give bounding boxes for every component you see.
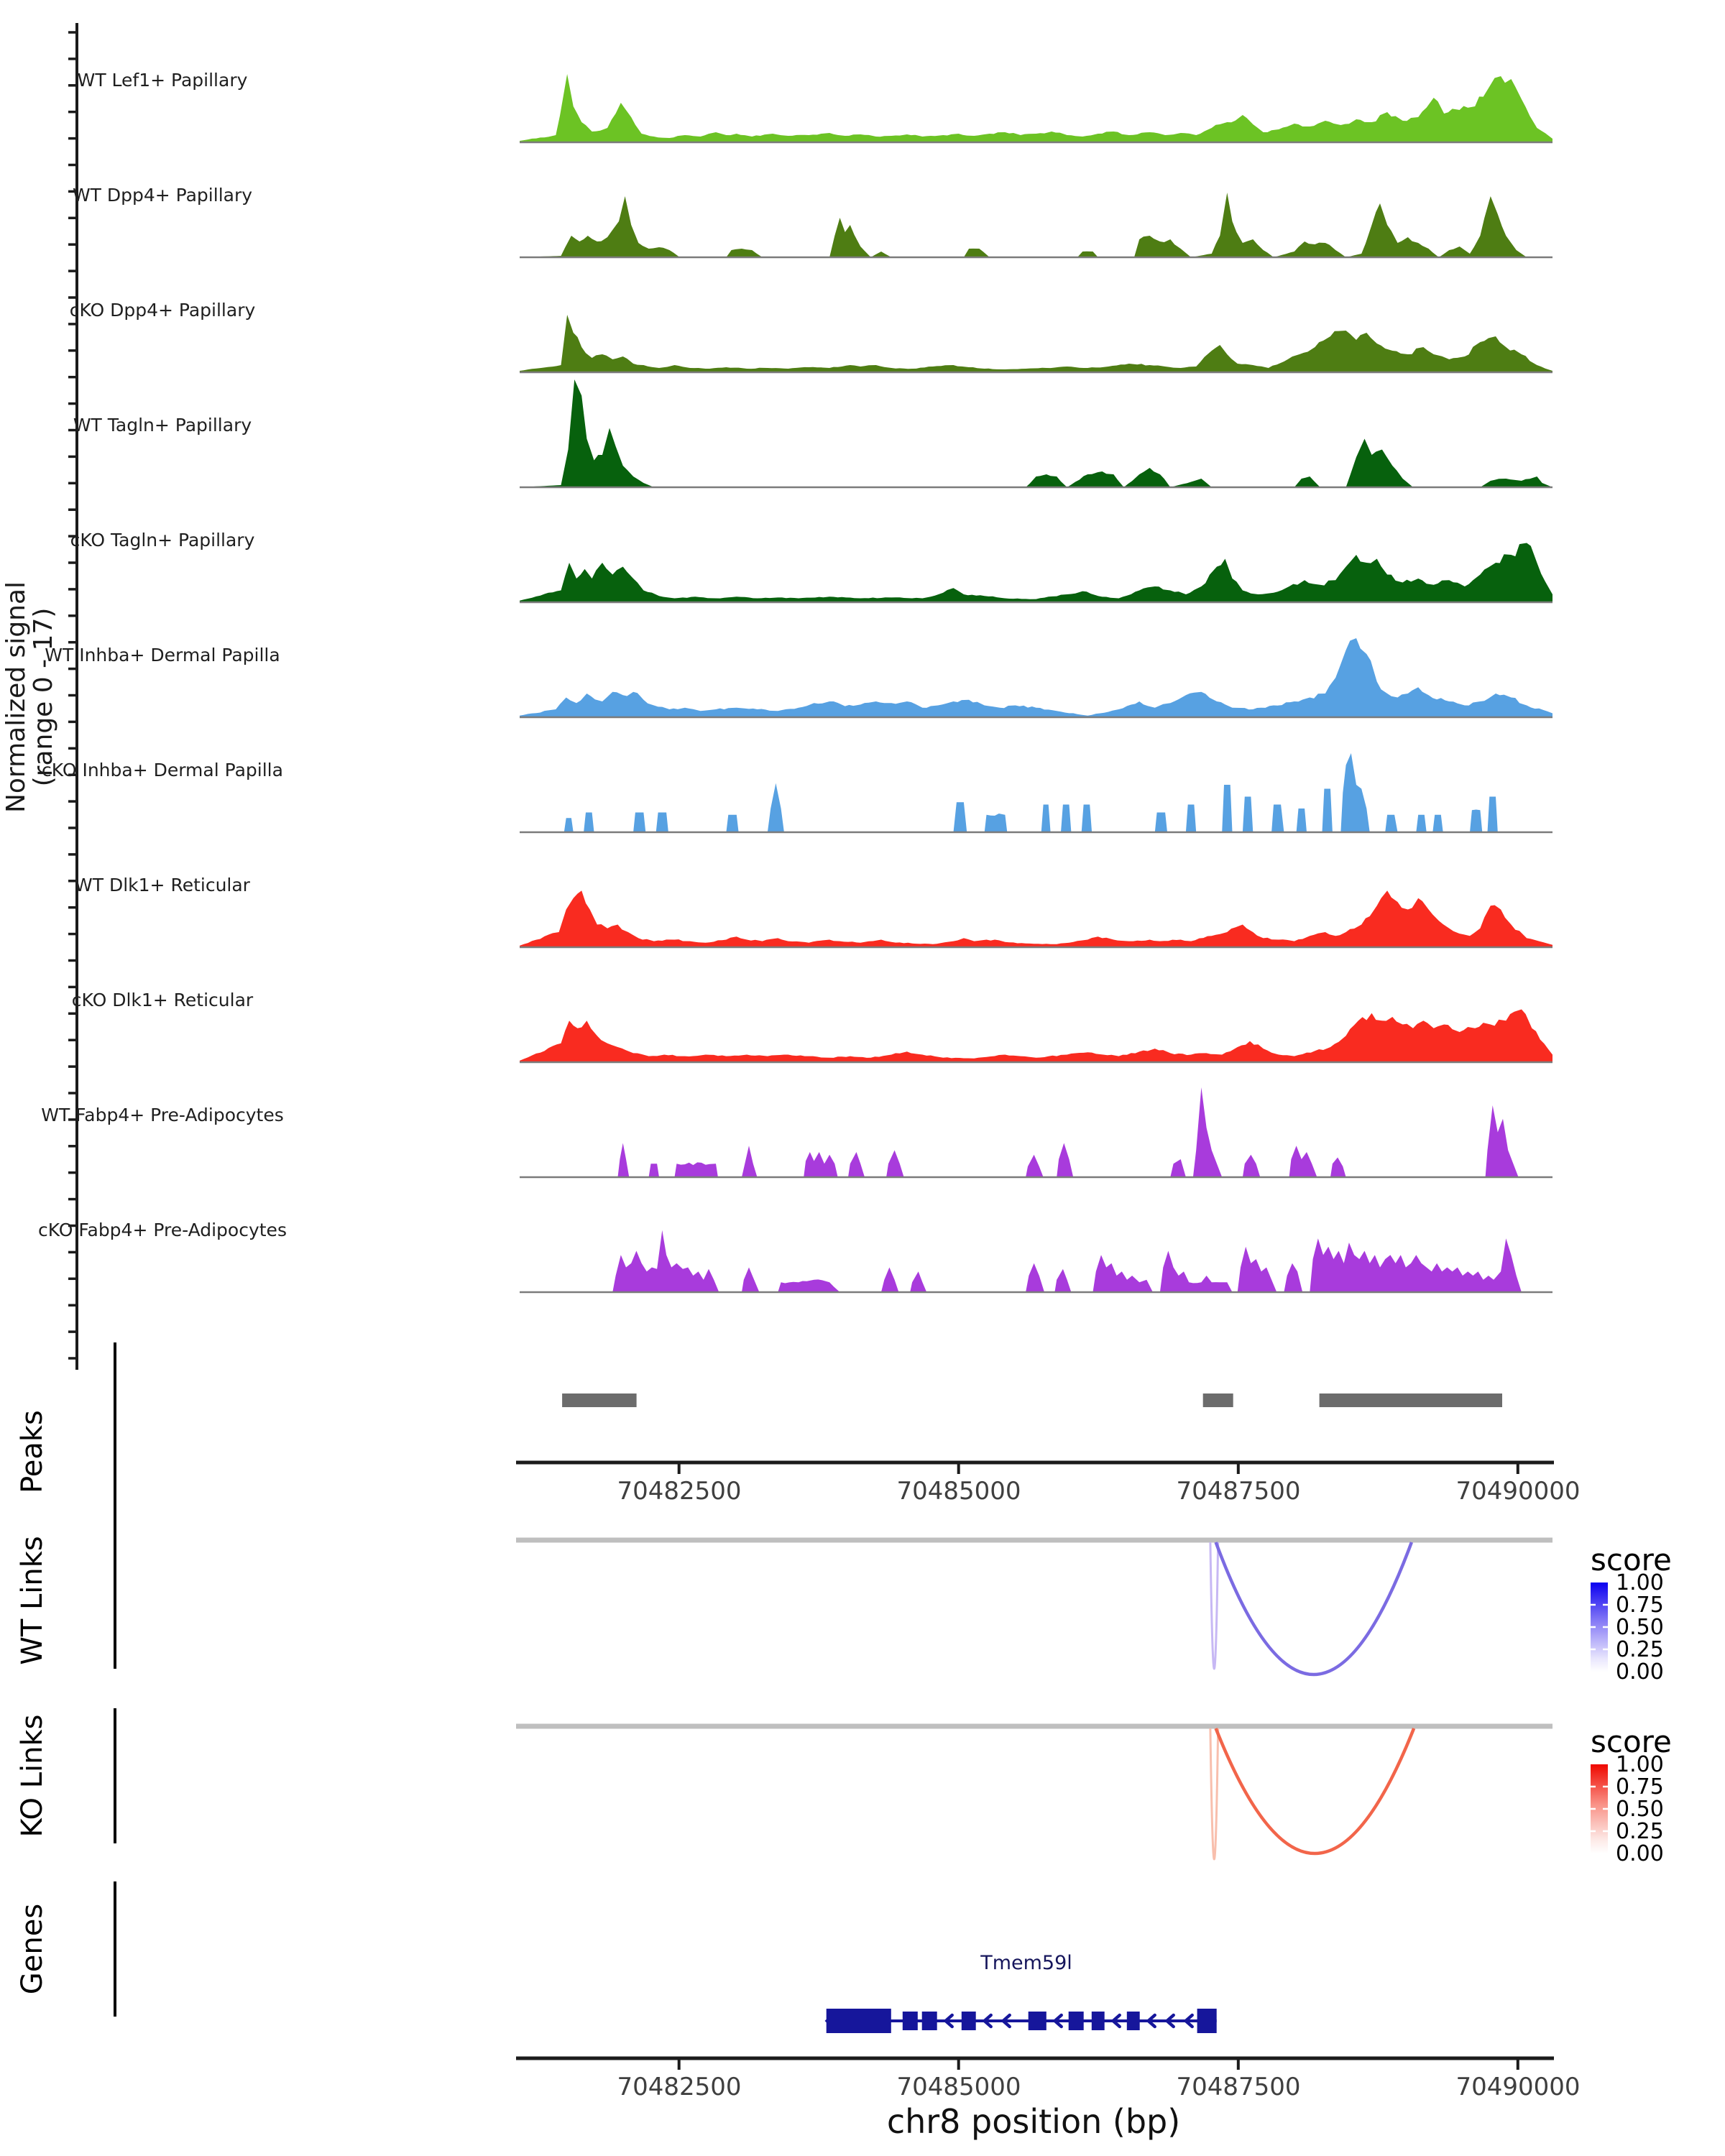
signal-track [72, 990, 1552, 1062]
link-arc [1216, 1728, 1414, 1853]
peak-bars [562, 1393, 1502, 1407]
ko-legend-label: 0.50 [1616, 1797, 1664, 1822]
peak-bar [1203, 1393, 1233, 1407]
ko-links-section-label: KO Links [16, 1714, 49, 1838]
track-area [520, 1230, 1552, 1292]
signal-track [75, 875, 1552, 947]
peaks-section [16, 1342, 1502, 1561]
ko-legend-label: 0.25 [1616, 1819, 1664, 1844]
axis2-tick-label: 70482500 [617, 2073, 742, 2101]
track-label: cKO Dlk1+ Reticular [71, 990, 254, 1010]
axis1-tick-label: 70485000 [896, 1477, 1021, 1506]
gene-exon [1092, 2012, 1105, 2030]
peak-bar [1320, 1393, 1502, 1407]
ko-legend-title: score [1591, 1724, 1672, 1759]
signal-y-axis [68, 23, 77, 1370]
axis2-tick-label: 70490000 [1455, 2073, 1581, 2101]
track-area [520, 890, 1552, 947]
signal-track [42, 753, 1552, 832]
gene-exon [1197, 2009, 1217, 2033]
gene-exon [827, 2009, 891, 2033]
ko-legend-label: 1.00 [1616, 1752, 1664, 1777]
track-label: cKO Dpp4+ Papillary [69, 300, 256, 321]
wt-legend-label: 1.00 [1616, 1570, 1664, 1595]
gene-exon [903, 2012, 918, 2030]
track-label: cKO Tagln+ Papillary [70, 530, 255, 550]
y-axis-label-line2: (range 0 - 17) [29, 607, 58, 787]
signal-track [70, 300, 1552, 372]
axis1-tick-label: 70487500 [1176, 1477, 1301, 1506]
gene-exon [1029, 2012, 1046, 2030]
track-area [520, 315, 1552, 372]
track-label: cKO Fabp4+ Pre-Adipocytes [38, 1220, 287, 1240]
signal-track [73, 185, 1552, 257]
track-label: WT Fabp4+ Pre-Adipocytes [41, 1105, 284, 1125]
wt-link-arcs [1210, 1542, 1412, 1674]
track-area [520, 379, 1552, 487]
signal-track [38, 1220, 1552, 1292]
gene-exon [962, 2012, 976, 2030]
genome-axis-2 [516, 2058, 1581, 2141]
axis2-tick-label: 70487500 [1176, 2073, 1301, 2101]
wt-score-legend [1591, 1542, 1672, 1685]
track-label: WT Tagln+ Papillary [73, 415, 252, 436]
wt-links-section-label: WT Links [16, 1536, 49, 1665]
track-label: cKO Inhba+ Dermal Papilla [42, 760, 283, 780]
gene-exon [1069, 2012, 1084, 2030]
wt-legend-label: 0.75 [1616, 1593, 1664, 1618]
track-label: WT Dpp4+ Papillary [72, 185, 253, 206]
track-area [520, 1087, 1552, 1177]
signal-tracks [38, 70, 1552, 1292]
track-area [520, 1010, 1552, 1063]
ko-legend-label: 0.00 [1616, 1841, 1664, 1866]
ko-score-legend [1591, 1724, 1672, 1866]
gene-exon [922, 2012, 937, 2030]
peaks-section-label: Peaks [16, 1410, 49, 1493]
gene-exon [1127, 2012, 1140, 2030]
signal-track [41, 1087, 1552, 1177]
track-area [520, 638, 1552, 717]
wt-links-section [16, 1532, 1672, 1685]
signal-track [70, 530, 1552, 602]
track-label: WT Dlk1+ Reticular [75, 875, 250, 895]
wt-legend-label: 0.25 [1616, 1637, 1664, 1662]
wt-legend-title: score [1591, 1542, 1672, 1577]
genes-section [16, 1881, 1217, 2033]
track-area [520, 74, 1552, 142]
axis2-tick-label: 70485000 [896, 2073, 1021, 2101]
wt-legend-label: 0.00 [1616, 1659, 1664, 1685]
x-axis-title: chr8 position (bp) [886, 2102, 1181, 2141]
signal-track [78, 70, 1552, 142]
wt-legend-label: 0.50 [1616, 1615, 1664, 1640]
y-axis-label-line1: Normalized signal [1, 581, 31, 814]
signal-track [73, 379, 1552, 487]
link-arc [1210, 1728, 1218, 1859]
track-area [520, 753, 1552, 832]
gene-name-label: Tmem59l [980, 1952, 1072, 1974]
link-arc [1216, 1542, 1412, 1674]
signal-track [45, 638, 1552, 717]
track-area [520, 543, 1552, 603]
link-arc [1210, 1542, 1218, 1669]
track-label: WT Lef1+ Papillary [77, 70, 248, 91]
peak-bar [562, 1393, 637, 1407]
track-area [520, 193, 1552, 257]
axis1-tick-label: 70482500 [617, 1477, 742, 1506]
genome-axis-1 [516, 1462, 1581, 1506]
genes-section-label: Genes [16, 1903, 49, 1995]
ko-links-section [16, 1708, 1672, 1866]
ko-link-arcs [1210, 1728, 1414, 1859]
gene-model [827, 2009, 1217, 2033]
axis1-tick-label: 70490000 [1455, 1477, 1581, 1506]
ko-legend-label: 0.75 [1616, 1774, 1664, 1800]
track-label: WT Inhba+ Dermal Papilla [45, 645, 280, 665]
